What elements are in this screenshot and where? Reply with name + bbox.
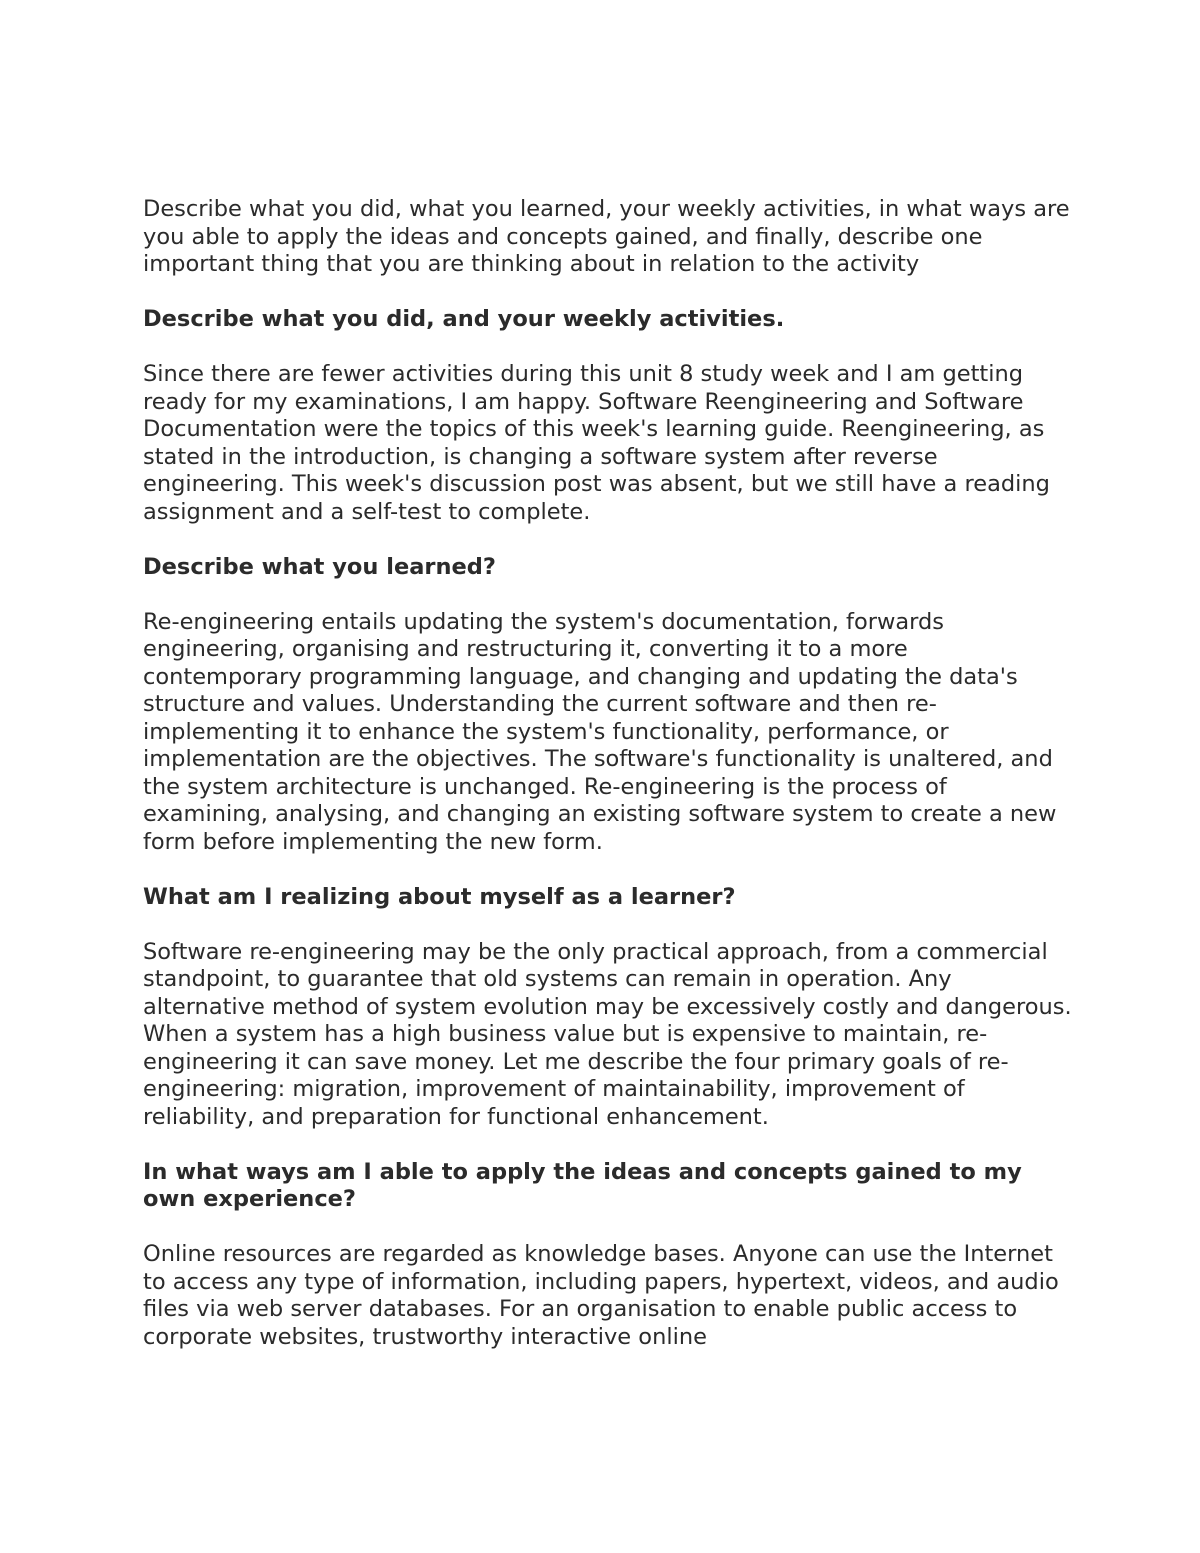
section-heading-what-learned: Describe what you learned? <box>143 553 496 580</box>
intro-paragraph: Describe what you did, what you learned, your weekly activities, in what ways are you able to apply the ideas and concepts gained, and finally, describe one important thing that you are thinking about in relation to the activity <box>143 196 1070 277</box>
section-body-weekly-activities: Since there are fewer activities during this unit 8 study week and I am getting ready for my examinations, I am happy. Software Reengineering and Software Documentation were the topics of this week's learning guide. Reengineering, as stated in the introduction, is changing a software system after reverse engineering. This week's discussion post was absent, but we still have a reading assignment and a self-test to complete. <box>143 361 1050 525</box>
document-content <box>143 196 1073 1379</box>
section-heading-learner-realization: What am I realizing about myself as a learner? <box>143 883 736 910</box>
section-body-learner-realization: Software re-engineering may be the only practical approach, from a commercial standpoint, to guarantee that old systems can remain in operation. Any alternative method of system evolution may be excessively costly and dangerous. When a system has a high business value but is expensive to maintain, re-engineering it can save money. Let me describe the four primary goals of re-engineering: migration, improvement of maintainability, improvement of reliability, and preparation for functional enhancement. <box>143 938 1072 1130</box>
section-heading-apply-ideas: In what ways am I able to apply the ideas and concepts gained to my own experience? <box>143 1158 1022 1212</box>
section-body-apply-ideas: Online resources are regarded as knowledge bases. Anyone can use the Internet to access any type of information, including papers, hypertext, videos, and audio files via web server databases. For an organisation to enable public access to corporate websites, trustworthy interactive online <box>143 1241 1059 1350</box>
section-heading-weekly-activities: Describe what you did, and your weekly activities. <box>143 306 785 332</box>
section-body-what-learned: Re-engineering entails updating the system's documentation, forwards engineering, organising and restructuring it, converting it to a more contemporary programming language, and changing and updating the data's structure and values. Understanding the current software and then re-implementing it to enhance the system's functionality, performance, or implementation are the objectives. The software's functionality is unaltered, and the system architecture is unchanged. Re-engineering is the process of examining, analysing, and changing an existing software system to create a new form before implementing the new form. <box>143 608 1057 855</box>
